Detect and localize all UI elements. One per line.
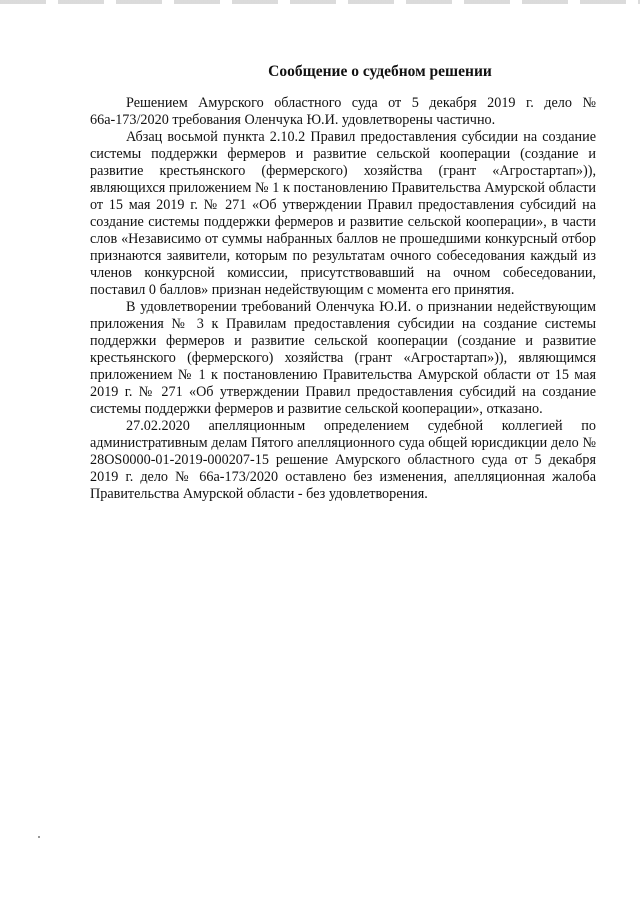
paragraph-decision: Решением Амурского областного суда от 5 декабря 2019 г. дело № 66а-173/2020 требования Оленчука Ю.И. удовлетворены частично. <box>90 95 596 128</box>
document-title: Сообщение о судебном решении <box>268 63 492 80</box>
document-body <box>90 95 596 503</box>
paragraph-appeal: 27.02.2020 апелляционным определением судебной коллегией по административным делам Пятого апелляционного суда общей юрисдикции дело № 28OS0000-01-2019-000207-15 решение Амурского областного суда от 5 декабря 2019 г. дело № 66а-173/2020 оставлено без изменения, апелляционная жалоба Правительства Амурской области - без удовлетворения. <box>90 418 596 502</box>
paragraph-refusal: В удовлетворении требований Оленчука Ю.И. о признании недействующим приложения № 3 к Правилам предоставления субсидии на создание системы поддержки фермеров и развитие сельской кооперации (создание и развитие крестьянского (фермерского) хозяйства (грант «Агростартап»)), являющимся приложением № 1 к постановлению Правительства Амурской области от 15 мая 2019 г. № 271 «Об утверждении Правил предоставления субсидий на создание системы поддержки фермеров и развитие сельской кооперации», отказано. <box>90 299 596 417</box>
paragraph-invalidated-clause: Абзац восьмой пункта 2.10.2 Правил предоставления субсидии на создание системы поддержки фермеров и развитие сельской кооперации (создание и развитие крестьянского (фермерского) хозяйства (грант «Агростартап»)), являющихся приложением № 1 к постановлению Правительства Амурской области от 15 мая 2019 г. № 271 «Об утверждении Правил предоставления субсидий на создание системы поддержки фермеров и развитие сельской кооперации», в части слов «Независимо от суммы набранных баллов не прошедшими конкурсный отбор признаются заявители, которым по результатам очного собеседования каждый из членов конкурсной комиссии, присутствовавший на очном собеседовании, поставил 0 баллов» признан недействующим с момента его принятия. <box>90 129 596 298</box>
scan-speck <box>38 836 40 838</box>
scan-top-edge <box>0 0 640 4</box>
